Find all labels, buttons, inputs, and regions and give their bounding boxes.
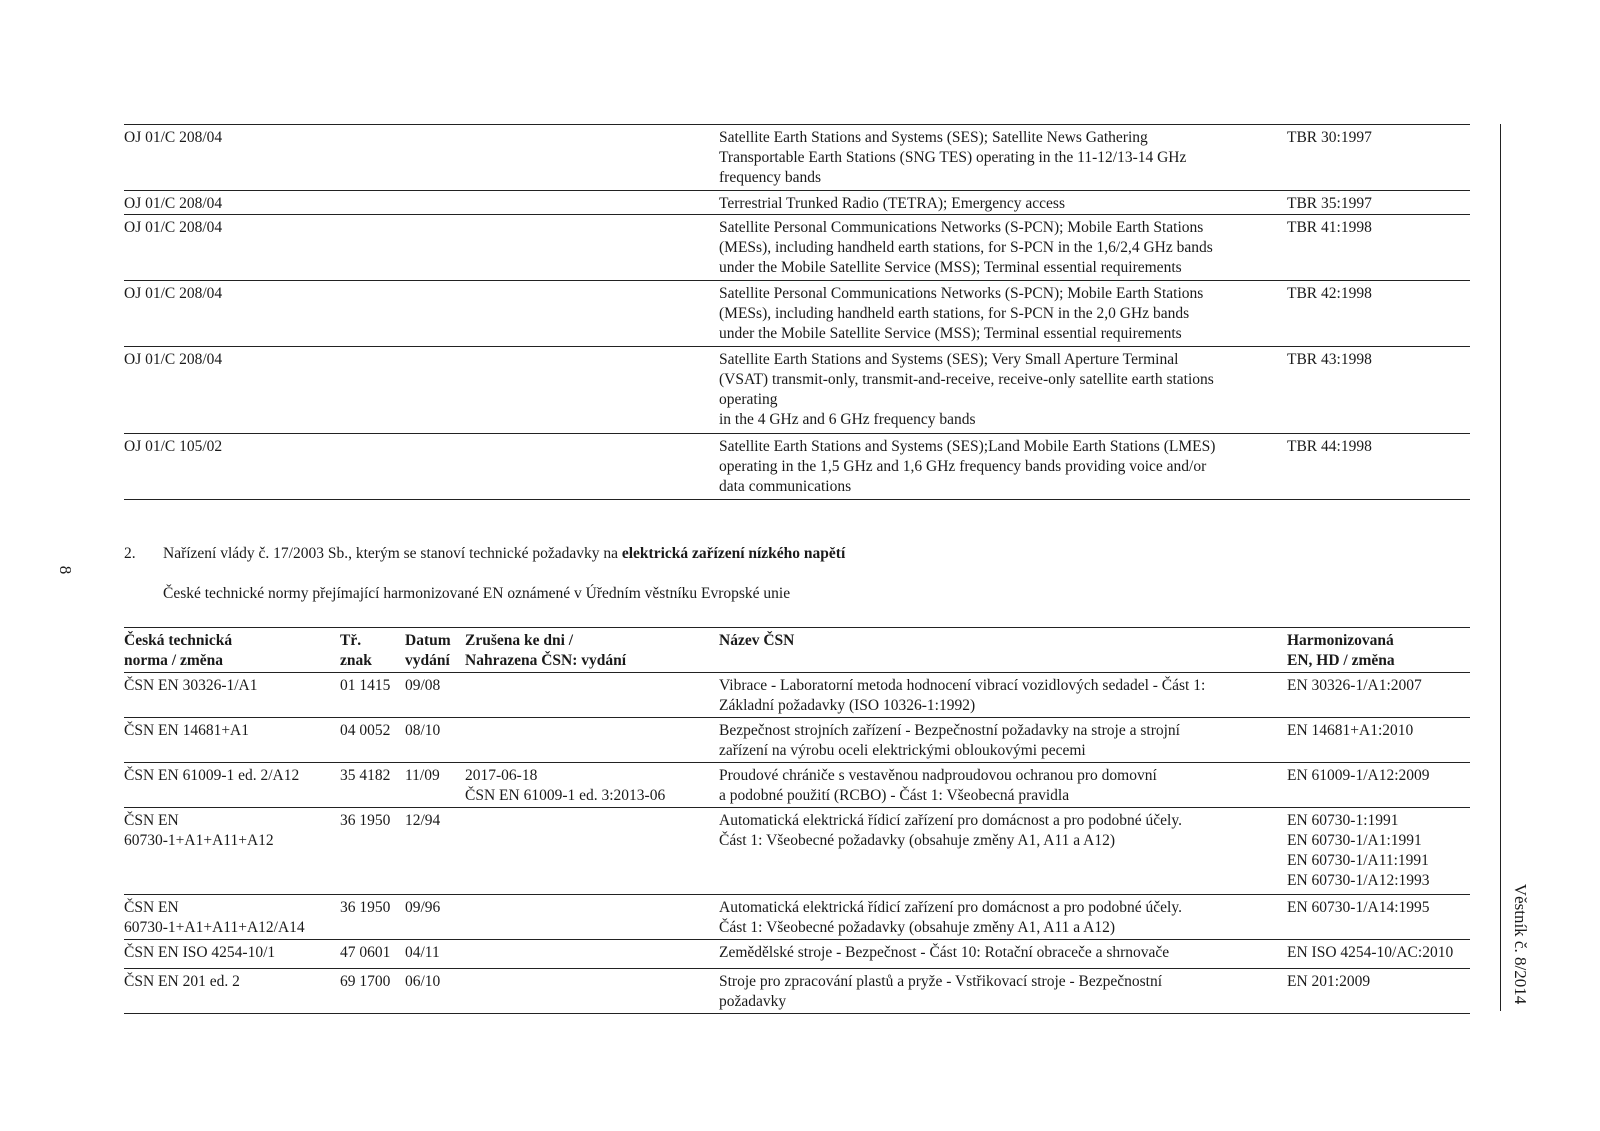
tbr-number: TBR 43:1998 xyxy=(1287,351,1372,368)
issue-date: 06/10 xyxy=(405,973,441,990)
issue-date: 09/96 xyxy=(405,899,441,916)
standard-name: Bezpečnost strojních zařízení - Bezpečnostní požadavky na stroje a strojní zařízení na výrobu oceli elektrickými obloukovými pecemi xyxy=(719,722,1180,759)
tbr-number: TBR 30:1997 xyxy=(1287,129,1372,146)
table-row xyxy=(124,940,1470,969)
table-row xyxy=(124,673,1470,718)
table-row xyxy=(124,281,1470,347)
withdrawal: 2017-06-18 ČSN EN 61009-1 ed. 3:2013-06 xyxy=(465,767,666,804)
running-header-text: Věstník č. 8/2014 xyxy=(1511,883,1530,1005)
section-heading-bold: elektrická zařízení nízkého napětí xyxy=(621,545,846,562)
column-header: Česká technická norma / změna xyxy=(124,632,233,669)
table-row xyxy=(124,969,1470,1014)
standard-name: Proudové chrániče s vestavěnou nadproudovou ochranou pro domovní a podobné použití (RCBO) - Část 1: Všeobecná pravidla xyxy=(719,767,1157,804)
column-header: Harmonizovaná EN, HD / změna xyxy=(1287,632,1395,669)
table-row xyxy=(124,215,1470,281)
class-code: 35 4182 xyxy=(340,767,391,784)
oj-reference: OJ 01/C 208/04 xyxy=(124,219,223,236)
standard-name: Stroje pro zpracování plastů a pryže - Vstřikovací stroje - Bezpečnostní požadavky xyxy=(719,973,1163,1010)
page-number-text: 8 xyxy=(56,565,75,575)
margin-rule xyxy=(1500,124,1501,1011)
standard-code: ČSN EN ISO 4254-10/1 xyxy=(124,944,276,961)
standard-name: Vibrace - Laboratorní metoda hodnocení vibrací vozidlových sedadel - Část 1: Základní požadavky (ISO 10326-1:1992) xyxy=(719,677,1206,714)
class-code: 36 1950 xyxy=(340,899,391,916)
tbr-number: TBR 44:1998 xyxy=(1287,438,1372,455)
column-header: Tř. znak xyxy=(340,632,372,669)
class-code: 36 1950 xyxy=(340,812,391,829)
harmonized-en: EN ISO 4254-10/AC:2010 xyxy=(1287,944,1454,961)
oj-reference: OJ 01/C 208/04 xyxy=(124,285,223,302)
standard-code: ČSN EN 201 ed. 2 xyxy=(124,973,240,990)
page-number xyxy=(55,560,75,580)
oj-reference: OJ 01/C 208/04 xyxy=(124,351,223,368)
oj-reference: OJ 01/C 208/04 xyxy=(124,195,223,212)
table-row xyxy=(124,808,1470,895)
standard-title: Satellite Earth Stations and Systems (SES);Land Mobile Earth Stations (LMES) operating in the 1,5 GHz and 1,6 GHz frequency bands providing voice and/or data communications xyxy=(719,438,1216,495)
column-header: Zrušena ke dni / Nahrazena ČSN: vydání xyxy=(465,632,627,669)
column-header: Datum vydání xyxy=(405,632,451,669)
standard-title: Satellite Personal Communications Networks (S-PCN); Mobile Earth Stations (MESs), including handheld earth stations, for S-PCN in the 2,0 GHz bands under the Mobile Satellite Service (MSS); Terminal essential requirements xyxy=(719,285,1204,342)
table-row xyxy=(124,347,1470,434)
issue-date: 12/94 xyxy=(405,812,441,829)
table-header-row xyxy=(124,627,1470,673)
issue-date: 09/08 xyxy=(405,677,441,694)
oj-reference: OJ 01/C 105/02 xyxy=(124,438,223,455)
standard-title: Satellite Earth Stations and Systems (SES); Very Small Aperture Terminal (VSAT) transmit-only, transmit-and-receive, receive-only satellite earth stations operating in the 4 GHz and 6 GHz frequency bands xyxy=(719,351,1214,428)
table-row xyxy=(124,763,1470,808)
section-heading-text: Nařízení vlády č. 17/2003 Sb., kterým se stanoví technické požadavky na xyxy=(163,545,622,562)
section-heading xyxy=(163,544,845,564)
oj-reference: OJ 01/C 208/04 xyxy=(124,129,223,146)
harmonized-en: EN 201:2009 xyxy=(1287,973,1371,990)
tbr-number: TBR 42:1998 xyxy=(1287,285,1372,302)
class-code: 69 1700 xyxy=(340,973,391,990)
standard-code: ČSN EN 14681+A1 xyxy=(124,722,249,739)
section-number: 2. xyxy=(124,545,136,562)
issue-date: 11/09 xyxy=(405,767,440,784)
standard-code: ČSN EN 30326-1/A1 xyxy=(124,677,258,694)
standard-name: Automatická elektrická řídicí zařízení pro domácnost a pro podobné účely. Část 1: Všeobecné požadavky (obsahuje změny A1, A11 a A12) xyxy=(719,812,1182,849)
tbr-number: TBR 35:1997 xyxy=(1287,195,1372,212)
table-row xyxy=(124,434,1470,500)
standard-code: ČSN EN 60730-1+A1+A11+A12/A14 xyxy=(124,899,305,936)
harmonized-en: EN 60730-1:1991 EN 60730-1/A1:1991 EN 60730-1/A11:1991 EN 60730-1/A12:1993 xyxy=(1287,812,1430,889)
table-row xyxy=(124,191,1470,215)
column-header: Název ČSN xyxy=(719,632,795,649)
class-code: 01 1415 xyxy=(340,677,391,694)
csn-table xyxy=(124,627,1470,1014)
standard-name: Automatická elektrická řídicí zařízení pro domácnost a pro podobné účely. Část 1: Všeobecné požadavky (obsahuje změny A1, A11 a A12) xyxy=(719,899,1182,936)
issue-date: 04/11 xyxy=(405,944,440,961)
tbr-number: TBR 41:1998 xyxy=(1287,219,1372,236)
harmonized-en: EN 14681+A1:2010 xyxy=(1287,722,1414,739)
section-subtitle: České technické normy přejímající harmonizované EN oznámené v Úředním věstníku Evropské unie xyxy=(163,585,791,602)
standard-code: ČSN EN 61009-1 ed. 2/A12 xyxy=(124,767,300,784)
standard-code: ČSN EN 60730-1+A1+A11+A12 xyxy=(124,812,274,849)
standard-name: Zemědělské stroje - Bezpečnost - Část 10: Rotační obraceče a shrnovače xyxy=(719,944,1170,961)
class-code: 47 0601 xyxy=(340,944,391,961)
standard-title: Satellite Earth Stations and Systems (SES); Satellite News Gathering Transportable Earth Stations (SNG TES) operating in the 11-12/13-14 GHz frequency bands xyxy=(719,129,1187,186)
harmonized-en: EN 60730-1/A14:1995 xyxy=(1287,899,1430,916)
tbr-table xyxy=(124,124,1470,500)
table-row xyxy=(124,124,1470,191)
standard-title: Satellite Personal Communications Networks (S-PCN); Mobile Earth Stations (MESs), including handheld earth stations, for S-PCN in the 1,6/2,4 GHz bands under the Mobile Satellite Service (MSS); Terminal essential requirements xyxy=(719,219,1213,276)
running-header xyxy=(1510,876,1530,1012)
table-row xyxy=(124,718,1470,763)
standard-title: Terrestrial Trunked Radio (TETRA); Emergency access xyxy=(719,195,1065,212)
harmonized-en: EN 61009-1/A12:2009 xyxy=(1287,767,1430,784)
issue-date: 08/10 xyxy=(405,722,441,739)
harmonized-en: EN 30326-1/A1:2007 xyxy=(1287,677,1422,694)
class-code: 04 0052 xyxy=(340,722,391,739)
table-row xyxy=(124,895,1470,940)
